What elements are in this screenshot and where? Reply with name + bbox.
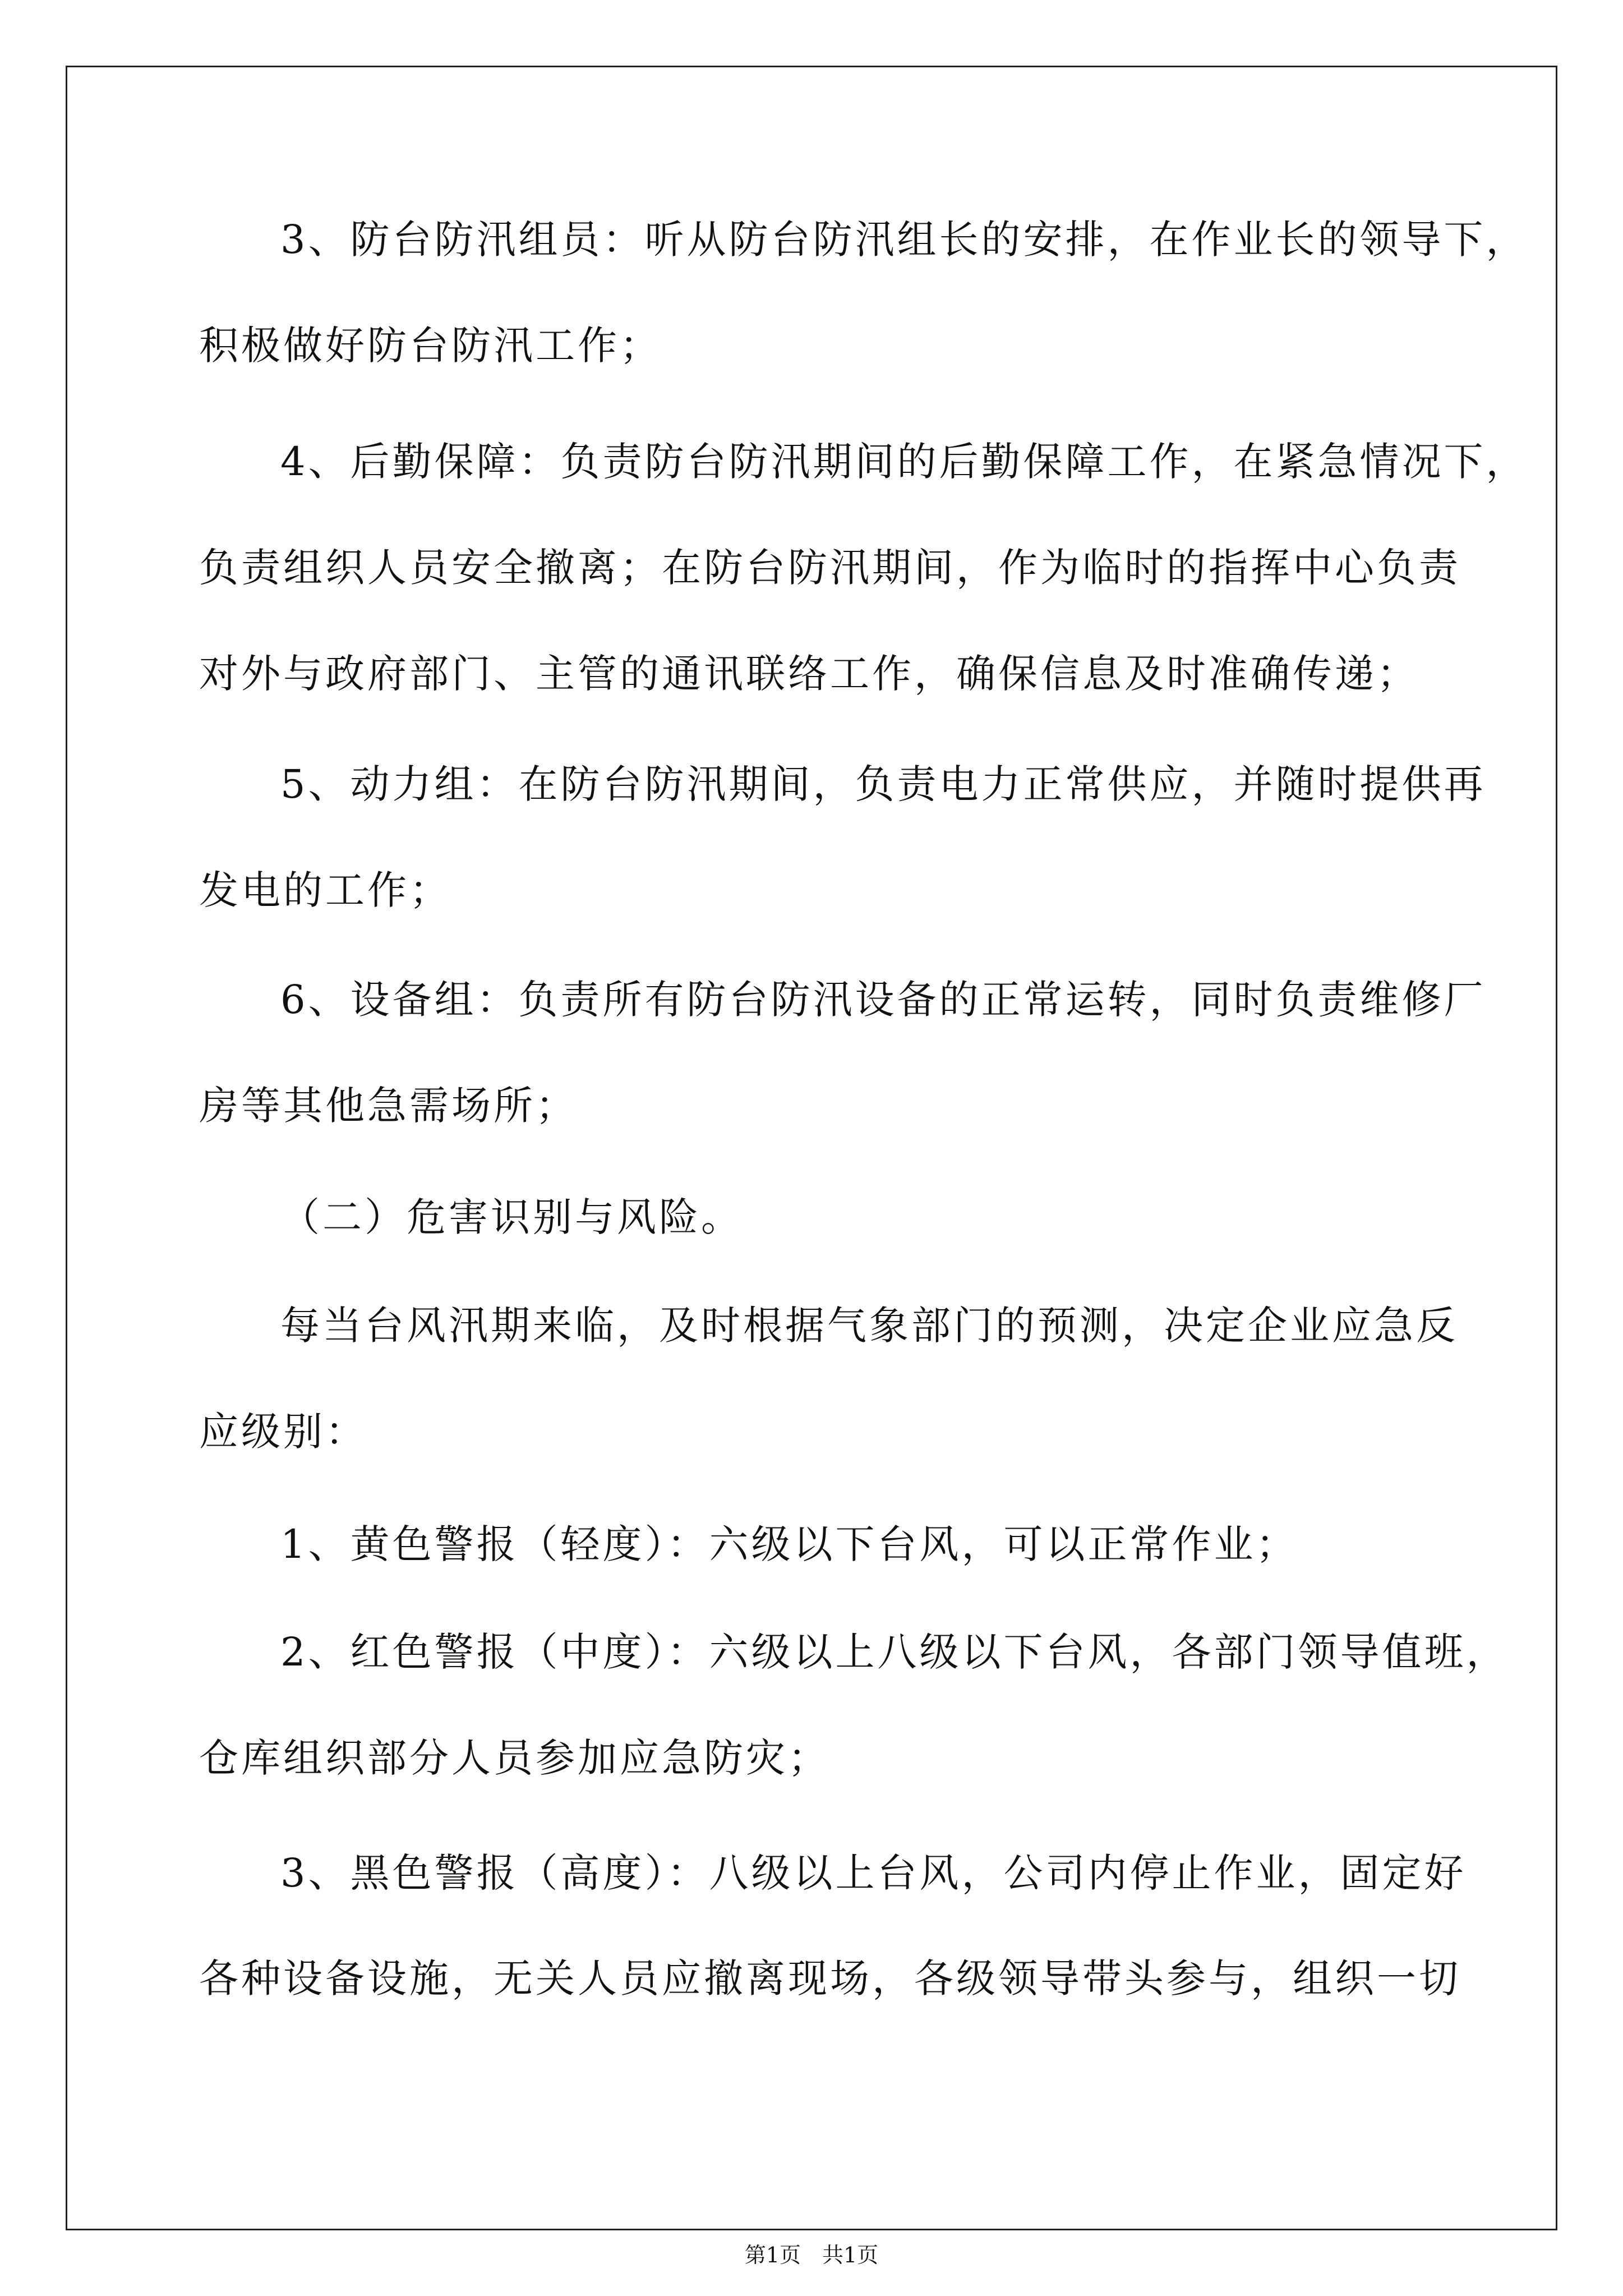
text-line: 各种设备设施，无关人员应撤离现场，各级领导带头参与，组织一切 [199,1955,1461,2001]
text-line: 3、防台防汛组员：听从防台防汛组长的安排，在作业长的领导下， [280,217,1528,263]
text-line: 3、黑色警报（高度）：八级以上台风，公司内停止作业，固定好 [280,1850,1467,1896]
section-heading: （二）危害识别与风险。 [280,1194,743,1240]
text-line: 每当台风汛期来临，及时根据气象部门的预测，决定企业应急反 [280,1303,1458,1349]
page-number-footer: 第1页 共1页 [744,2243,879,2267]
text-line: 房等其他急需场所； [199,1083,578,1129]
text-line: 仓库组织部分人员参加应急防灾； [199,1735,830,1781]
text-line: 4、后勤保障：负责防台防汛期间的后勤保障工作，在紧急情况下， [280,439,1528,485]
page-border [66,66,1557,2230]
text-line: 负责组织人员安全撤离；在防台防汛期间，作为临时的指挥中心负责 [199,545,1461,591]
text-line: 积极做好防台防汛工作； [199,323,662,369]
text-line: 6、设备组：负责所有防台防汛设备的正常运转，同时负责维修厂 [280,977,1486,1023]
text-line: 发电的工作； [199,867,451,913]
text-line: 应级别： [199,1409,367,1455]
text-line: 对外与政府部门、主管的通讯联络工作，确保信息及时准确传递； [199,651,1419,697]
text-line: 2、红色警报（中度）：六级以上八级以下台风，各部门领导值班， [280,1629,1509,1675]
text-line: 1、黄色警报（轻度）：六级以下台风，可以正常作业； [280,1521,1298,1567]
text-line: 5、动力组：在防台防汛期间，负责电力正常供应，并随时提供再 [280,761,1486,807]
